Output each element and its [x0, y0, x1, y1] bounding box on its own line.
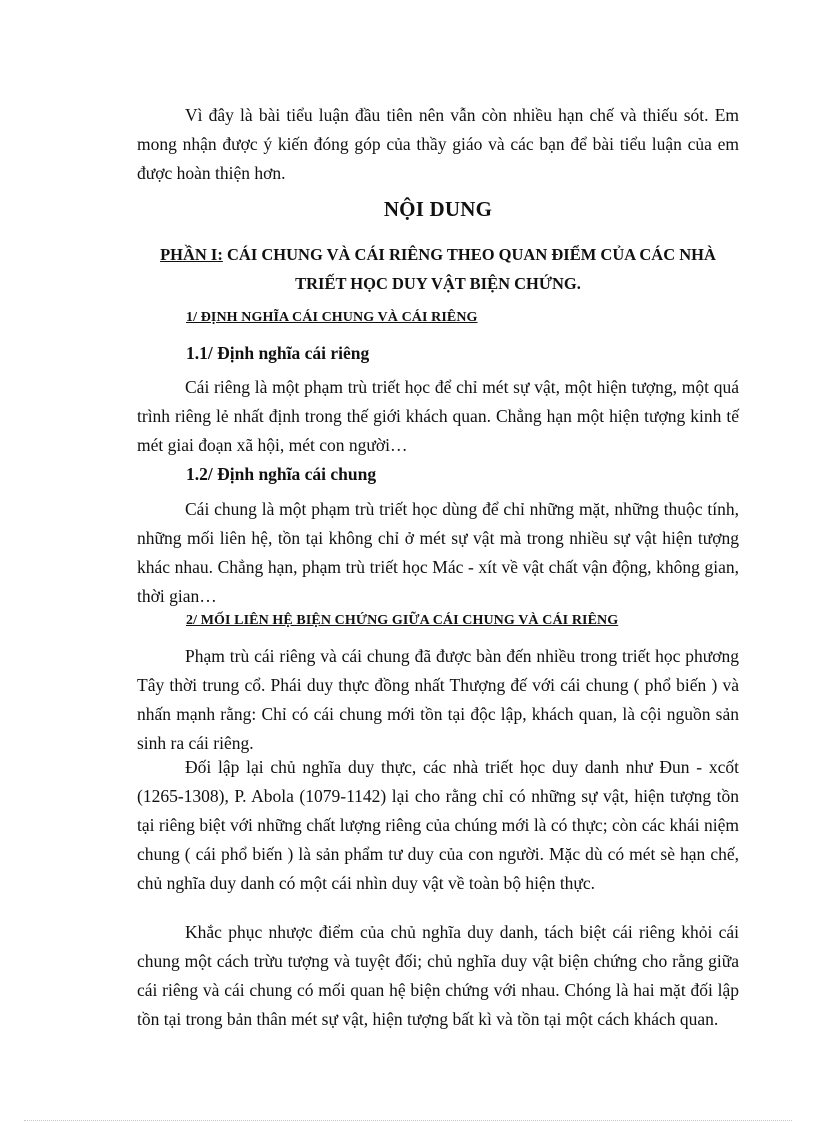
part-label: PHẦN I:	[160, 245, 223, 264]
paragraph-definition-chung: Cái chung là một phạm trù triết học dùng để chỉ những mặt, những thuộc tính, những mối liên hệ, tồn tại không chỉ ở mét sự vật mà trong nhiều sự vật hiện tượng khác nhau. Chẳng hạn, phạm trù triết học Mác - xít về vật chất vận động, không gian, thời gian…	[137, 499, 739, 606]
page-bottom-divider	[24, 1120, 792, 1121]
sub-heading-1-1: 1.1/ Định nghĩa cái riêng	[186, 343, 370, 363]
paragraph-section2-2: Đối lập lại chủ nghĩa duy thực, các nhà triết học duy danh như Đun - xcốt (1265-1308), P. Abola (1079-1142) lại cho rằng chỉ có những sự vật, hiện tượng tồn tại riêng biệt với những chất lượng riêng của chúng mới là có thực; còn các khái niệm chung ( cái phổ biến ) là sản phẩm tư duy của con người. Mặc dù có mét sè hạn chế, chủ nghĩa duy danh có một cái nhìn duy vật về toàn bộ hiện thực.	[137, 757, 739, 893]
intro-paragraph: Vì đây là bài tiểu luận đầu tiên nên vẫn còn nhiều hạn chế và thiếu sót. Em mong nhận được ý kiến đóng góp của thầy giáo và các bạn để bài tiểu luận của em được hoàn thiện hơn.	[137, 105, 739, 183]
paragraph-definition-rieng: Cái riêng là một phạm trù triết học để chỉ mét sự vật, một hiện tượng, một quá trình riêng lẻ nhất định trong thế giới khách quan. Chẳng hạn một hiện tượng kinh tế mét giai đoạn xã hội, mét con người…	[137, 377, 739, 455]
paragraph-section2-1: Phạm trù cái riêng và cái chung đã được bàn đến nhiều trong triết học phương Tây thời trung cổ. Phái duy thực đồng nhất Thượng đế với cái chung ( phổ biến ) và nhấn mạnh rằng: Chỉ có cái chung mới tồn tại độc lập, khách quan, là cội nguồn sản sinh ra cái riêng.	[137, 646, 739, 753]
page-title: NỘI DUNG	[383, 197, 493, 221]
part-heading	[137, 240, 739, 298]
paragraph-section2-3: Khắc phục nhược điểm của chủ nghĩa duy danh, tách biệt cái riêng khỏi cái chung một cách trừu tượng và tuyệt đối; chủ nghĩa duy vật biện chứng cho rằng giữa cái riêng và cái chung có mối quan hệ biện chứng với nhau. Chóng là hai mặt đối lập tồn tại trong bản thân mét sự vật, hiện tượng bất kì và tồn tại một cách khách quan.	[137, 922, 739, 1029]
section-heading-1: 1/ ĐỊNH NGHĨA CÁI CHUNG VÀ CÁI RIÊNG	[186, 310, 478, 325]
part-heading-text: CÁI CHUNG VÀ CÁI RIÊNG THEO QUAN ĐIỂM CỦA CÁC NHÀ TRIẾT HỌC DUY VẬT BIỆN CHỨNG.	[222, 245, 716, 293]
section-heading-2: 2/ MỐI LIÊN HỆ BIỆN CHỨNG GIỮA CÁI CHUNG VÀ CÁI RIÊNG	[186, 613, 619, 628]
sub-heading-1-2: 1.2/ Định nghĩa cái chung	[186, 464, 377, 484]
